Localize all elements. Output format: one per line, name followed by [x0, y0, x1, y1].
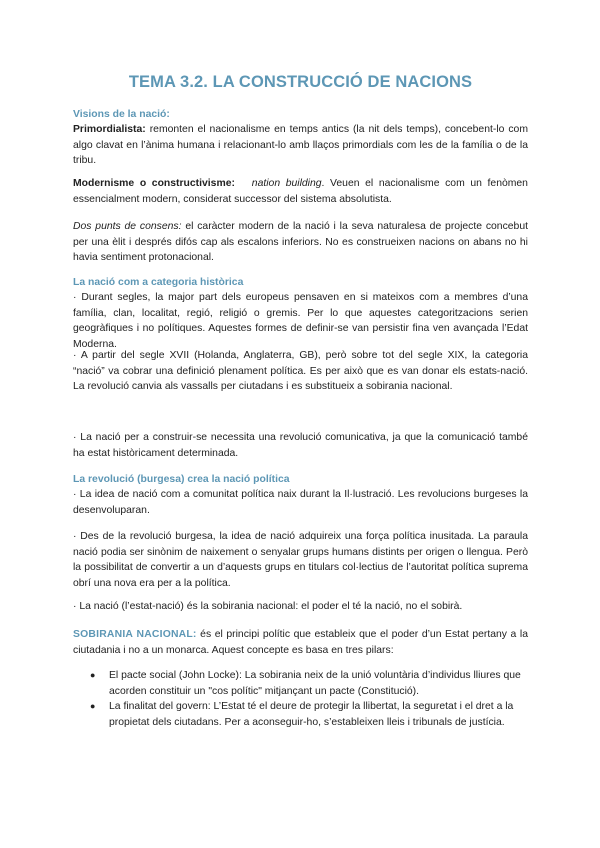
paragraph-revolucio-comunicativa: · La nació per a construir-se necessita una revolució comunicativa, ja que la comunicació també ha estat històricament determinada. [73, 432, 528, 459]
paragraph-consens: Dos punts de consens: el caràcter modern de la nació i la seva naturalesa de projecte concebut per una èlit i després difós cap als escalons inferiors. No es construeixen nacions on abans no hi havia sentiment protonacional. [73, 221, 529, 264]
list-item: ● El pacte social (John Locke): La sobirania neix de la unió voluntària d’individus lliures que acorden constituir un "cos polític" mitjançant un pacte (Constitució). [90, 670, 521, 697]
bullet-icon: ● [90, 670, 96, 680]
bullet-icon: ● [90, 701, 96, 712]
term-primordialista: Primordialista: [73, 124, 146, 135]
pillars-list [73, 668, 528, 730]
section-heading-revolucio: La revolució (burgesa) crea la nació política [73, 474, 290, 485]
term-modernisme: Modernisme o constructivisme: [73, 178, 235, 189]
page-title: TEMA 3.2. LA CONSTRUCCIÓ DE NACIONS [128, 73, 473, 91]
section-heading-visions: Visions de la nació: [73, 109, 170, 120]
paragraph-sobirania: SOBIRANIA NACIONAL: és el principi polític que estableix que el poder d’un Estat pertany a la ciutadania i no a un monarca. Aquest concepte es basa en tres pilars: [73, 629, 528, 656]
paragraph-illustracio: · La idea de nació com a comunitat política naix durant la Il·lustració. Les revolucions burgeses la desenvoluparan. [73, 489, 528, 516]
paragraph-modernisme: Modernisme o constructivisme: nation building. Veuen el nacionalisme com un fenòmen essencialment modern, considerat successor del sistema absolutista. [73, 178, 528, 205]
section-heading-categoria: La nació com a categoria històrica [73, 277, 244, 288]
term-sobirania-nacional: SOBIRANIA NACIONAL: [73, 629, 197, 640]
paragraph-estat-nacio: · La nació (l’estat-nació) és la sobirania nacional: el poder el té la nació, no el sobirà. [73, 601, 463, 612]
paragraph-segle-xvii: · A partir del segle XVII (Holanda, Anglaterra, GB), però sobre tot del segle XIX, la categoria “nació” va cobrar una definició plenament política. Es per això que es van donar els estats-nació. La revolució canvia als vassalls per ciutadans i es substitueix a sobirania nacional. [73, 350, 528, 393]
paragraph-revolucio-burgesa: · Des de la revolució burgesa, la idea de nació adquireix una força política inusitada. La paraula nació podia ser sinònim de naixement o senyalar grups humans distints per origen o llengua. Però la possibilitat de convertir a un d’aquests grups en titulars col·lectius de l’autoritat política suprema obrí una nova era per a la política. [73, 531, 528, 589]
list-item: ● La finalitat del govern: L’Estat té el deure de protegir la llibertat, la seguretat i el dret a la propietat dels ciutadans. Per a aconseguir-ho, s’estableixen lleis i tribunals de justícia. [90, 701, 514, 728]
paragraph-primordialista: Primordialista: remonten el nacionalisme en temps antics (la nit dels temps), concebent-lo com algo clavat en l’ànima humana i relacionant-lo amb llaços primordials com les de la família o de la tribu. [73, 124, 528, 167]
paragraph-segles: · Durant segles, la major part dels europeus pensaven en si mateixos com a membres d’una família, clan, localitat, regió, religió o gremis. Per lo que aquestes categoritzacions serien geogràfiques i no polítiques. Aquestes formes de definir-se van persistir fina ven avançada l’Edat Moderna. [73, 292, 528, 350]
